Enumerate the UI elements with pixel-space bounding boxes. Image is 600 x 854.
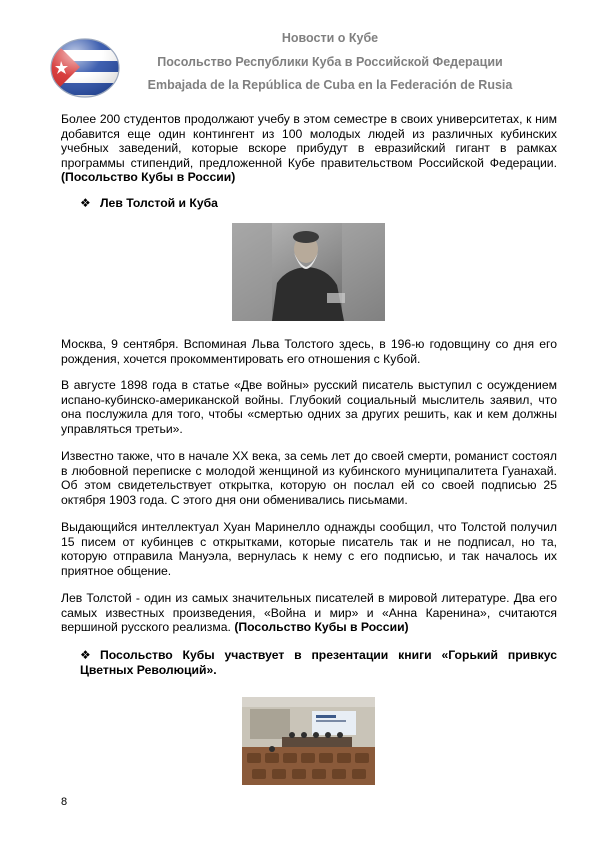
paragraph-5-text: Лев Толстой - один из самых значительных писателей в мировой литературе. Два его самых известных произведения, «Война и мир» и «Анна Каренина», считаются вершиной русского реализма. — [61, 591, 557, 635]
section-heading-tolstoy — [80, 196, 557, 211]
header-embassy-es: Embajada de la República de Cuba en la Federación de Rusia — [147, 78, 513, 92]
book-presentation-photo — [242, 697, 375, 785]
page-number: 8 — [61, 796, 68, 808]
section-heading-book — [80, 648, 557, 677]
paragraph-5-source: (Посольство Кубы в России) — [234, 620, 409, 635]
diamond-bullet-icon: ❖ — [80, 196, 91, 210]
paragraph-4: Выдающийся интеллектуал Хуан Маринелло однажды сообщил, что Толстой получил 15 писем от кубинцев с открытками, которые писатель так и не подписал, но та, которую отправила Мануэла, вернулась к нему с его подписью, и так началось их приятное общение. — [61, 520, 557, 578]
paragraph-2: В августе 1898 года в статье «Две войны» русский писатель выступил с осуждением испано-кубинско-американской войны. Глубокий социальный мыслитель заявил, что она послужила для того, чтобы «смертью одних за других решить, как и кем должны управляться третьи». — [61, 378, 557, 436]
intro-text: Более 200 студентов продолжают учебу в этом семестре в своих университетах, к ним добавится еще один контингент из 100 молодых людей из различных кубинских учебных заведений, которые вскоре прибудут в евразийский гигант в рамках программы стипендий, предложенной Кубе правительством Российской Федерации. — [61, 112, 557, 170]
header-embassy-ru: Посольство Республики Куба в Российской Федерации — [157, 55, 503, 69]
paragraph-3: Известно также, что в начале XX века, за семь лет до своей смерти, романист состоял в любовной переписке с молодой женщиной из кубинского муниципалитета Гуанахай. Об этом свидетельствует открытка, которую он послал ей со своей подписью 25 октября 1903 года. С этого дня они обменивались письмами. — [61, 449, 557, 507]
header-title: Новости о Кубе — [281, 31, 379, 45]
page-header — [0, 0, 600, 100]
intro-paragraph — [61, 112, 557, 185]
section-title: Лев Толстой и Куба — [100, 196, 218, 210]
diamond-bullet-icon: ❖ — [80, 648, 91, 662]
paragraph-5 — [61, 591, 557, 635]
paragraph-1: Москва, 9 сентября. Вспоминая Льва Толстого здесь, в 196-ю годовщину со дня его рождения, хочется прокомментировать его отношения с Кубой. — [61, 337, 557, 366]
tolstoy-photo — [232, 223, 385, 321]
intro-source: (Посольство Кубы в России) — [61, 170, 236, 185]
section-title: Посольство Кубы участвует в презентации книги «Горький привкус Цветных Революций». — [80, 648, 557, 677]
